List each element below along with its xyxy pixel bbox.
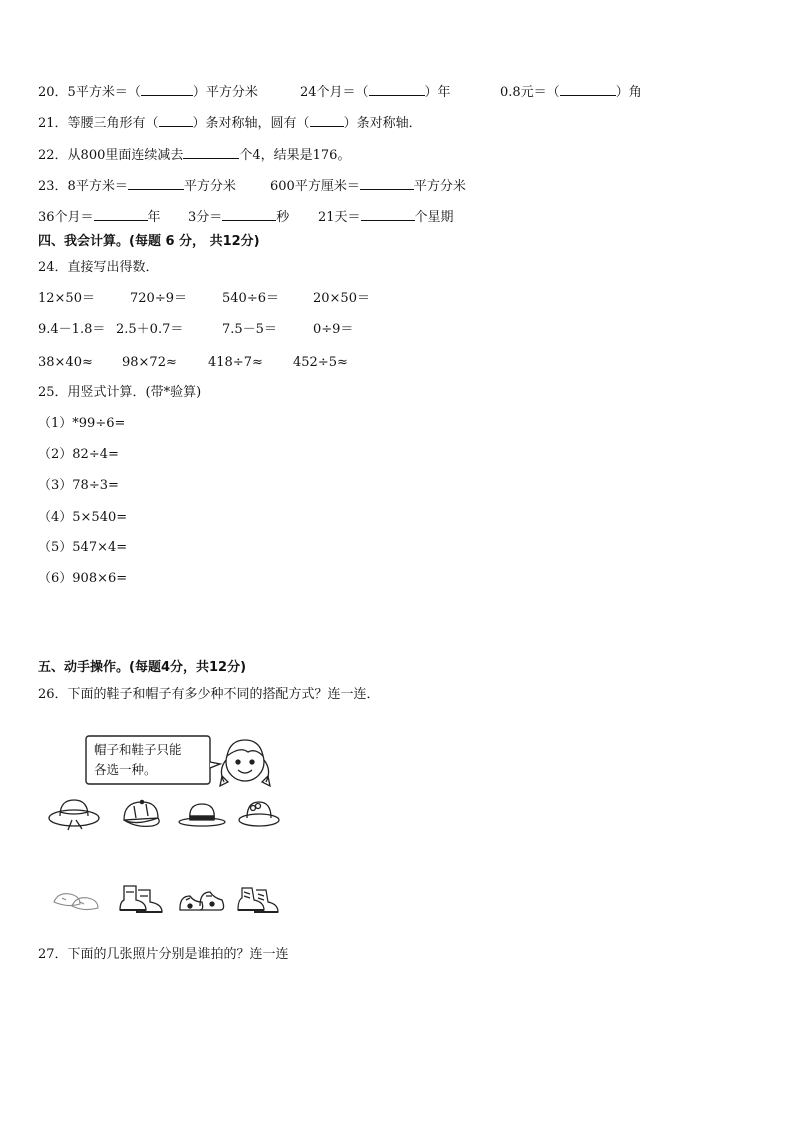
bubble-line-2: 各选一种。 xyxy=(94,762,157,777)
sun-hat-icon xyxy=(46,794,102,834)
calc-item: 38×40≈ xyxy=(38,355,93,370)
calc-item: 9.4－1.8＝ xyxy=(38,322,106,337)
answer-blank[interactable] xyxy=(560,82,616,96)
answer-blank[interactable] xyxy=(361,207,415,221)
question-23-line2-part3: 21天＝ 个星期 xyxy=(318,207,454,227)
vertical-calc-item: （4）5×540= xyxy=(38,510,128,525)
bubble-line-1: 帽子和鞋子只能 xyxy=(94,742,182,757)
vertical-calc-item: （3）78÷3= xyxy=(38,478,119,493)
calc-item: 418÷7≈ xyxy=(208,355,263,370)
speech-illustration xyxy=(80,732,280,792)
cap-icon xyxy=(118,796,164,832)
answer-blank[interactable] xyxy=(360,176,414,190)
calc-item: 720÷9＝ xyxy=(130,291,187,306)
answer-blank[interactable] xyxy=(159,113,193,127)
vertical-calc-item: （6）908×6= xyxy=(38,571,128,586)
bonnet-hat-icon xyxy=(236,796,282,830)
vertical-calc-item: （2）82÷4= xyxy=(38,447,119,462)
calc-item: 20×50＝ xyxy=(313,291,370,306)
question-20-part2: 24个月＝（ ）年 xyxy=(300,82,451,102)
answer-blank[interactable] xyxy=(183,145,239,159)
calc-item: 98×72≈ xyxy=(122,355,177,370)
question-23-line2: 36个月＝ 年 xyxy=(38,207,161,227)
answer-blank[interactable] xyxy=(310,113,344,127)
question-20: 20．5平方米＝（ ）平方分米 xyxy=(38,82,258,102)
boots-icon xyxy=(116,880,166,918)
speech-bubble-tail xyxy=(210,762,220,768)
question-22: 22．从800里面连续减去 个4，结果是176。 xyxy=(38,145,350,165)
question-21: 21．等腰三角形有（ ）条对称轴，圆有（ ）条对称轴． xyxy=(38,113,422,133)
answer-blank[interactable] xyxy=(222,207,276,221)
sneakers-icon xyxy=(176,884,228,916)
girl-face-icon xyxy=(220,740,270,786)
calc-item: 452÷5≈ xyxy=(293,355,348,370)
vertical-calc-item: （5）547×4= xyxy=(38,540,128,555)
question-27-title: 27．下面的几张照片分别是谁拍的？连一连 xyxy=(38,947,289,962)
calc-item: 12×50＝ xyxy=(38,291,95,306)
slipper-shoes-icon xyxy=(50,884,102,916)
high-top-sneakers-icon xyxy=(236,882,282,918)
question-26-title: 26．下面的鞋子和帽子有多少种不同的搭配方式？连一连． xyxy=(38,687,380,702)
answer-blank[interactable] xyxy=(128,176,184,190)
calc-item: 0÷9＝ xyxy=(313,322,354,337)
answer-blank[interactable] xyxy=(369,82,425,96)
question-24-title: 24．直接写出得数． xyxy=(38,260,159,275)
fedora-hat-icon xyxy=(176,798,228,830)
calc-item: 2.5＋0.7＝ xyxy=(116,322,184,337)
question-25-title: 25．用竖式计算．(带*验算) xyxy=(38,385,202,400)
calc-item: 540÷6＝ xyxy=(222,291,279,306)
answer-blank[interactable] xyxy=(141,82,193,96)
question-23-part2: 600平方厘米＝ 平方分米 xyxy=(270,176,466,196)
answer-blank[interactable] xyxy=(94,207,148,221)
calc-item: 7.5－5＝ xyxy=(222,322,277,337)
question-20-part3: 0.8元＝（ ）角 xyxy=(500,82,642,102)
section-5-heading: 五、动手操作。(每题4分，共12分) xyxy=(38,660,247,675)
question-23: 23．8平方米＝ 平方分米 xyxy=(38,176,236,196)
vertical-calc-item: （1）*99÷6= xyxy=(38,416,126,431)
section-4-heading: 四、我会计算。(每题 6 分， 共12分) xyxy=(38,234,260,249)
question-23-line2-part2: 3分＝ 秒 xyxy=(188,207,289,227)
